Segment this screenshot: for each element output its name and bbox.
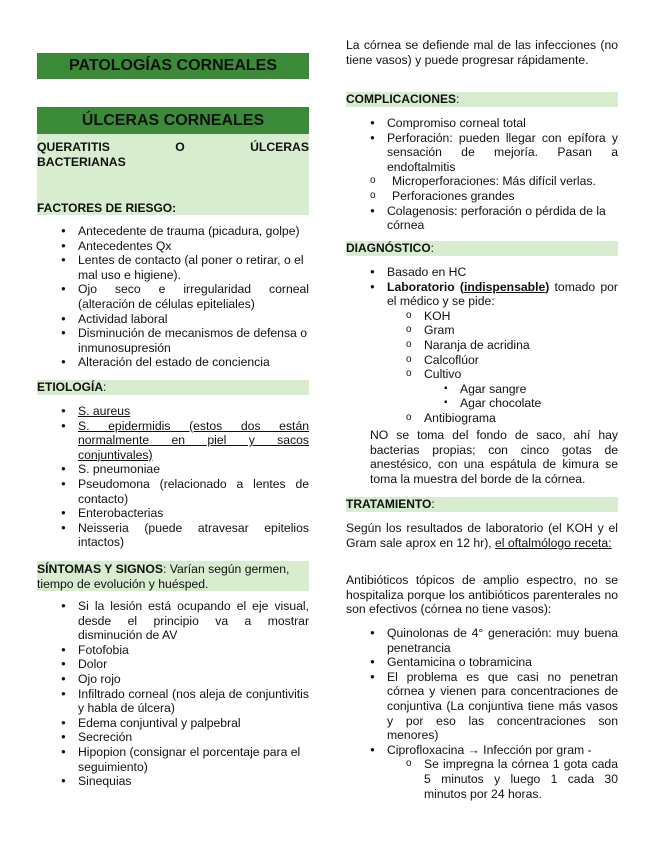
list-item: ● Disminución de mecanismos de defensa o inmunosupresión (37, 326, 309, 355)
list-item: o Gram (346, 323, 618, 338)
tratamiento-paragraph-2: Antibióticos tópicos de amplio espectro, no se hospitaliza porque los antibióticos parenterales no son efectivos (córnea no tiene vasos): (346, 573, 618, 617)
diagnostico-label: DIAGNÓSTICO: (346, 241, 618, 256)
list-item: ● Hipopion (consignar el porcentaje para el seguimiento) (37, 745, 309, 774)
list-item: ● Antecedentes Qx (37, 239, 309, 254)
list-item: ● Quinolonas de 4° generación: muy buena penetrancia (346, 626, 618, 655)
list-item: ● Infiltrado corneal (nos aleja de conjuntivitis y habla de úlcera) (37, 687, 309, 716)
complicaciones-list (346, 116, 618, 233)
factores-label: FACTORES DE RIESGO: (37, 201, 177, 215)
list-item: ● Gentamicina o tobramicina (346, 655, 618, 670)
queratitis-word: QUERATITIS (37, 140, 110, 154)
list-item: ● Actividad laboral (37, 312, 309, 327)
list-item: ● Neisseria (puede atravesar epitelios intactos) (37, 521, 309, 550)
list-item: ● Sinequias (37, 774, 309, 789)
list-item: ● Compromiso corneal total (346, 116, 618, 131)
list-item: ● Ojo rojo (37, 672, 309, 687)
list-item: ● S. aureus (37, 404, 309, 419)
list-item: ● Antecedente de trauma (picadura, golpe) (37, 224, 309, 239)
list-item: o Microperforaciones: Más difícil verlas. (346, 174, 618, 189)
o-word: O (175, 140, 185, 154)
etiologia-label: ETIOLOGÍA: (37, 380, 309, 395)
factores-list (37, 224, 309, 370)
list-item: ● Secreción (37, 730, 309, 745)
bacterianas-word: BACTERIANAS (37, 154, 126, 169)
list-item: o Naranja de acridina (346, 338, 618, 353)
list-item: ● Dolor (37, 657, 309, 672)
list-item: ● Enterobacterias (37, 506, 309, 521)
list-item: o Se impregna la córnea 1 gota cada 5 minutos y luego 1 cada 30 minutos por 24 horas. (346, 757, 618, 801)
list-item: ● Perforación: pueden llegar con epífora y sensación de mejoría. Pasan a endoftalmitis (346, 131, 618, 175)
list-item: ▪ Agar sangre (346, 382, 618, 397)
sintomas-paragraph: SÍNTOMAS Y SIGNOS: Varían según germen, tiempo de evolución y huésped. (37, 562, 290, 591)
list-item: ● Basado en HC (346, 265, 618, 280)
list-item: ● Alteración del estado de conciencia (37, 355, 309, 370)
tratamiento-label: TRATAMIENTO: (346, 497, 618, 512)
list-item: ● Colagenosis: perforación o pérdida de la córnea (346, 204, 618, 233)
ulceras-word: ÚLCERAS (250, 140, 309, 154)
list-item: o Antibiograma (346, 411, 618, 426)
section-title-ulceras: ÚLCERAS CORNEALES (37, 107, 309, 134)
sintomas-list (37, 599, 309, 789)
list-item: ● Ojo seco e irregularidad corneal (alteración de células epiteliales) (37, 282, 309, 311)
list-item: o KOH (346, 309, 618, 324)
list-item: ● El problema es que casi no penetran córnea y vienen para concentraciones de conjuntiva (La conjuntiva tiene más vasos y por eso las concentraciones son menores) (346, 670, 618, 743)
page-title: PATOLOGÍAS CORNEALES (37, 53, 309, 79)
list-item: o Calcoflúor (346, 353, 618, 368)
list-item: ● S. pneumoniae (37, 462, 309, 477)
list-item: ● Pseudomona (relacionado a lentes de contacto) (37, 477, 309, 506)
tratamiento-paragraph-1: Según los resultados de laboratorio (el KOH y el Gram sale aprox en 12 hr), el oftalmólogo receta: (346, 521, 618, 550)
list-item: o Cultivo (346, 367, 618, 382)
list-item: ● Edema conjuntival y palpebral (37, 716, 309, 731)
list-item: ● Laboratorio (indispensable) tomado por el médico y se pide: (346, 280, 618, 309)
list-item: o Perforaciones grandes (346, 189, 618, 204)
factores-band (37, 185, 309, 215)
tratamiento-list (346, 626, 618, 801)
queratitis-heading (37, 134, 309, 185)
list-item: ● Lentes de contacto (al poner o retirar, o el mal uso e higiene). (37, 253, 309, 282)
list-item: ● Si la lesión está ocupando el eje visual, desde el principio va a mostrar disminución de AV (37, 599, 309, 643)
list-item: ● Ciprofloxacina → Infección por gram - (346, 743, 618, 758)
etiologia-list (37, 404, 309, 550)
list-item: ● S. epidermidis (estos dos están normalmente en piel y sacos conjuntivales) (37, 419, 309, 463)
diagnostico-list (346, 265, 618, 426)
complicaciones-label: COMPLICACIONES: (346, 92, 618, 107)
list-item: ● Fotofobia (37, 643, 309, 658)
intro-paragraph: La córnea se defiende mal de las infecciones (no tiene vasos) y puede progresar rápidamente. (346, 38, 618, 67)
list-item: ▪ Agar chocolate (346, 396, 618, 411)
diagnostico-note: NO se toma del fondo de saco, ahí hay bacterias propias; con cinco gotas de anestésico, con una espátula de kimura se toma la muestra del borde de la córnea. (370, 428, 618, 486)
